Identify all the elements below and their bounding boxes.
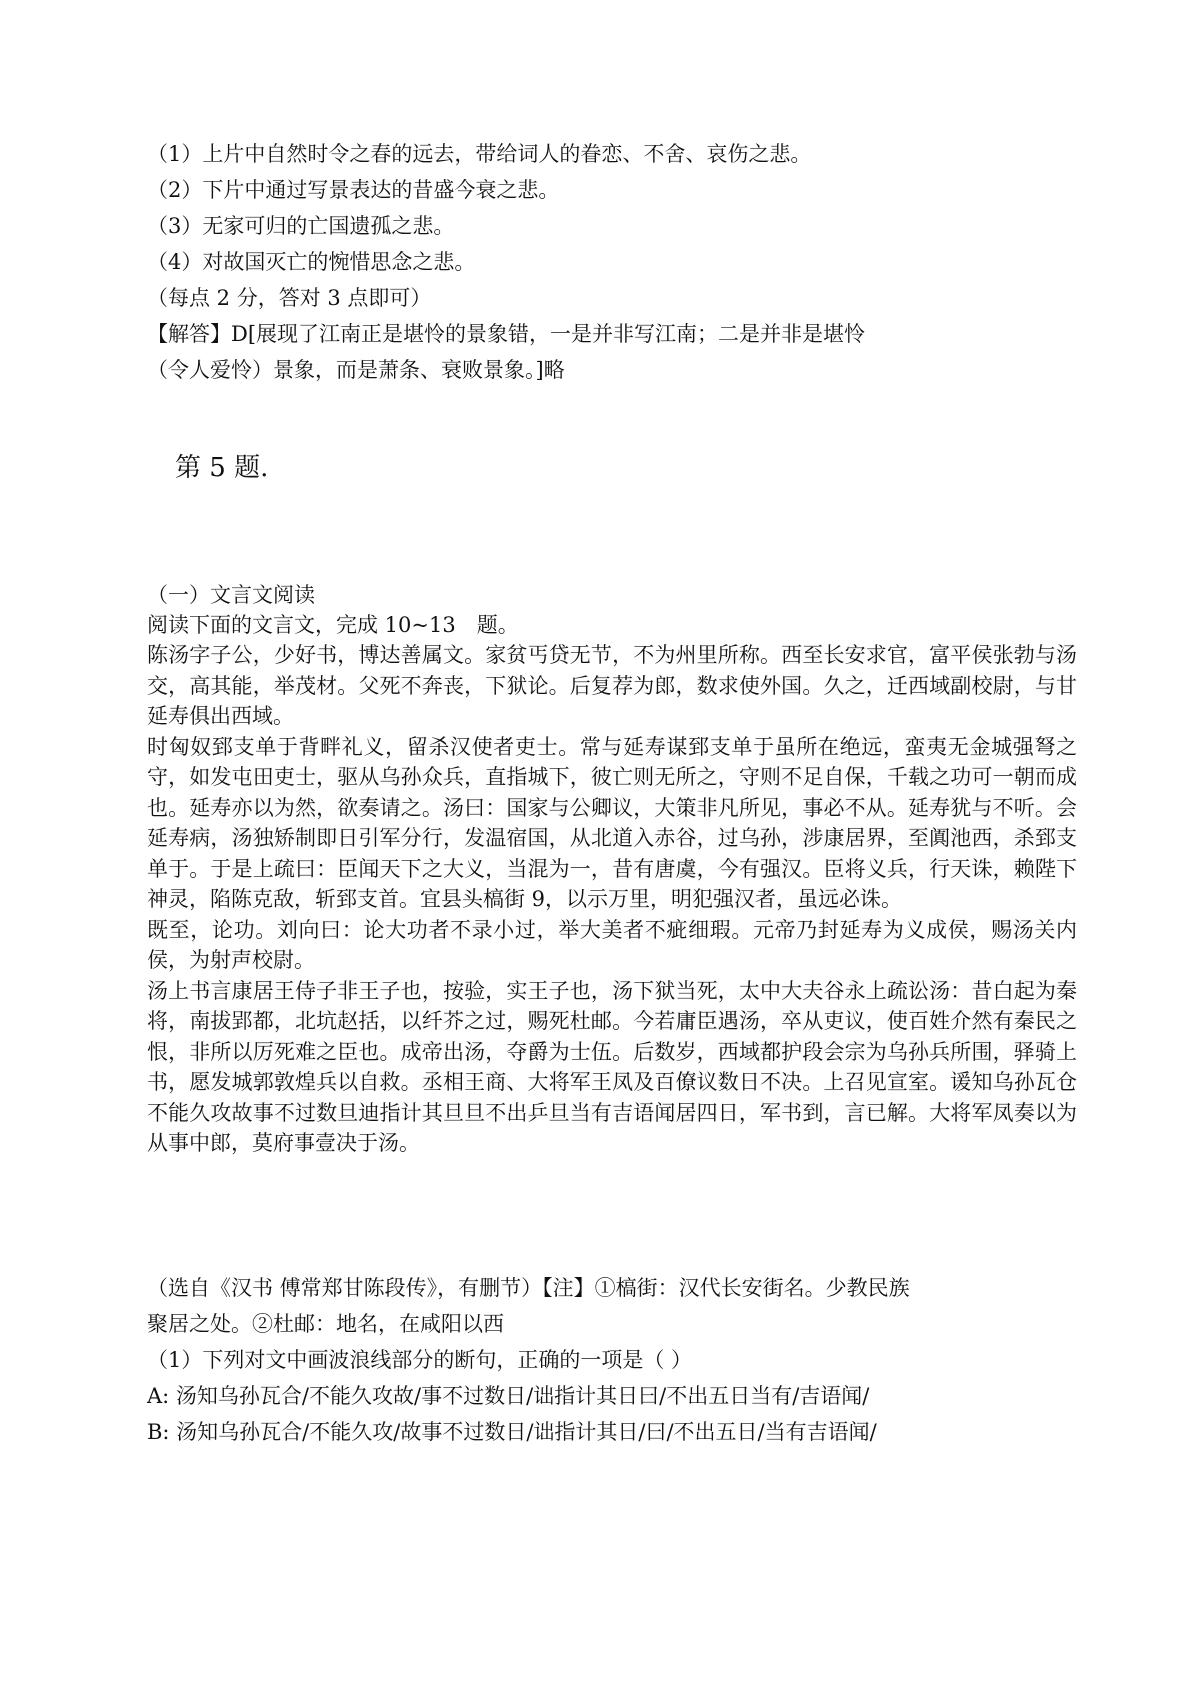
answer-point-2: （2）下片中通过写景表达的昔盛今衰之悲。 [147,178,560,202]
passage-paragraph: 陈汤字子公，少好书，博达善属文。家贫丐贷无节，不为州里所称。西至长安求官，富平侯张勃与汤交，高其能，举茂材。父死不奔丧，下狱论。后复荐为郎，数求使外国。久之，迁西域副校尉，与甘延寿俱出西域。 [147,643,1077,728]
passage-paragraph: 汤上书言康居王侍子非王子也，按验，实王子也，汤下狱当死，太中大夫谷永上疏讼汤：昔白起为秦将，南拔郢都，北坑赵括，以纤芥之过，赐死杜邮。今若庸臣遇汤，卒从吏议，使百姓介然有秦民之恨，非所以厉死难之臣也。成帝出汤，夺爵为士伍。后数岁，西域都护段会宗为乌孙兵所围，驿骑上书，愿发城郭敦煌兵以自救。丞相王商、大将军王凤及百僚议数日不决。上召见宣室。谖知乌孙瓦仓不能久攻故事不过数旦迪指计其旦旦不出乒旦当有吉语闻居四日，军书到，言已解。大将军凤奏以为从事中郎，莫府事壹决于汤。 [147,978,1077,1155]
question-heading: 第 5 题. [175,453,269,483]
instruction-text: 阅读下面的文言文，完成 10~13 题。 [147,613,519,637]
question-1-option-b: B: 汤知乌孙瓦合/不能久攻/故事不过数日/诎指计其日/曰/不出五日/当有吉语闻/ [147,1420,877,1444]
source-note-line-1: （选自《汉书 傅常郑甘陈段传》，有删节）【注】①槁街：汉代长安街名。少教民族 [147,1276,910,1300]
section-title: （一）文言文阅读 [147,583,315,607]
explanation-line-2: （令人爱怜）景象，而是萧条、衰败景象。]略 [147,358,565,382]
question-1-option-a: A: 汤知乌孙瓦合/不能久攻故/事不过数日/诎指计其日曰/不出五日当有/吉语闻/ [147,1384,870,1408]
answer-point-4: （4）对故国灭亡的惋惜思念之悲。 [147,250,476,274]
passage-paragraph: 时匈奴郅支单于背畔礼义，留杀汉使者吏士。常与延寿谋郅支单于虽所在绝远，蛮夷无金城强弩之守，如发屯田吏士，驱从乌孙众兵，直指城下，彼亡则无所之，守则不足自保，千载之功可一朝而成也。延寿亦以为然，欲奏请之。汤曰：国家与公卿议，大策非凡所见，事必不从。延寿犹与不听。会延寿病，汤独矫制即日引军分行，发温宿国，从北道入赤谷，过乌孙，涉康居界，至阗池西，杀郅支单于。于是上疏曰：臣闻天下之大义，当混为一，昔有唐虞，今有强汉。臣将义兵，行天诛，赖陛下神灵，陷陈克敌，斩郅支首。宜县头槁街 9，以示万里，明犯强汉者，虽远必诛。 [147,734,1077,911]
explanation-line-1: 【解答】D[展现了江南正是堪怜的景象错，一是并非写江南；二是并非是堪怜 [147,322,866,346]
answer-point-3: （3）无家可归的亡国遗孤之悲。 [147,214,455,238]
answer-point-1: （1）上片中自然时令之春的远去，带给词人的眷恋、不舍、哀伤之悲。 [147,142,812,166]
source-note-line-2: 聚居之处。②杜邮：地名，在咸阳以西 [147,1312,504,1336]
question-1-stem: （1）下列对文中画波浪线部分的断句，正确的一项是（ ） [147,1348,693,1372]
scoring-note: （每点 2 分，答对 3 点即可） [147,286,432,310]
passage-paragraph: 既至，论功。刘向曰：论大功者不录小过，举大美者不疵细瑕。元帝乃封延寿为义成侯，赐汤关内侯，为射声校尉。 [147,917,1077,972]
classical-passage [147,640,1077,1159]
